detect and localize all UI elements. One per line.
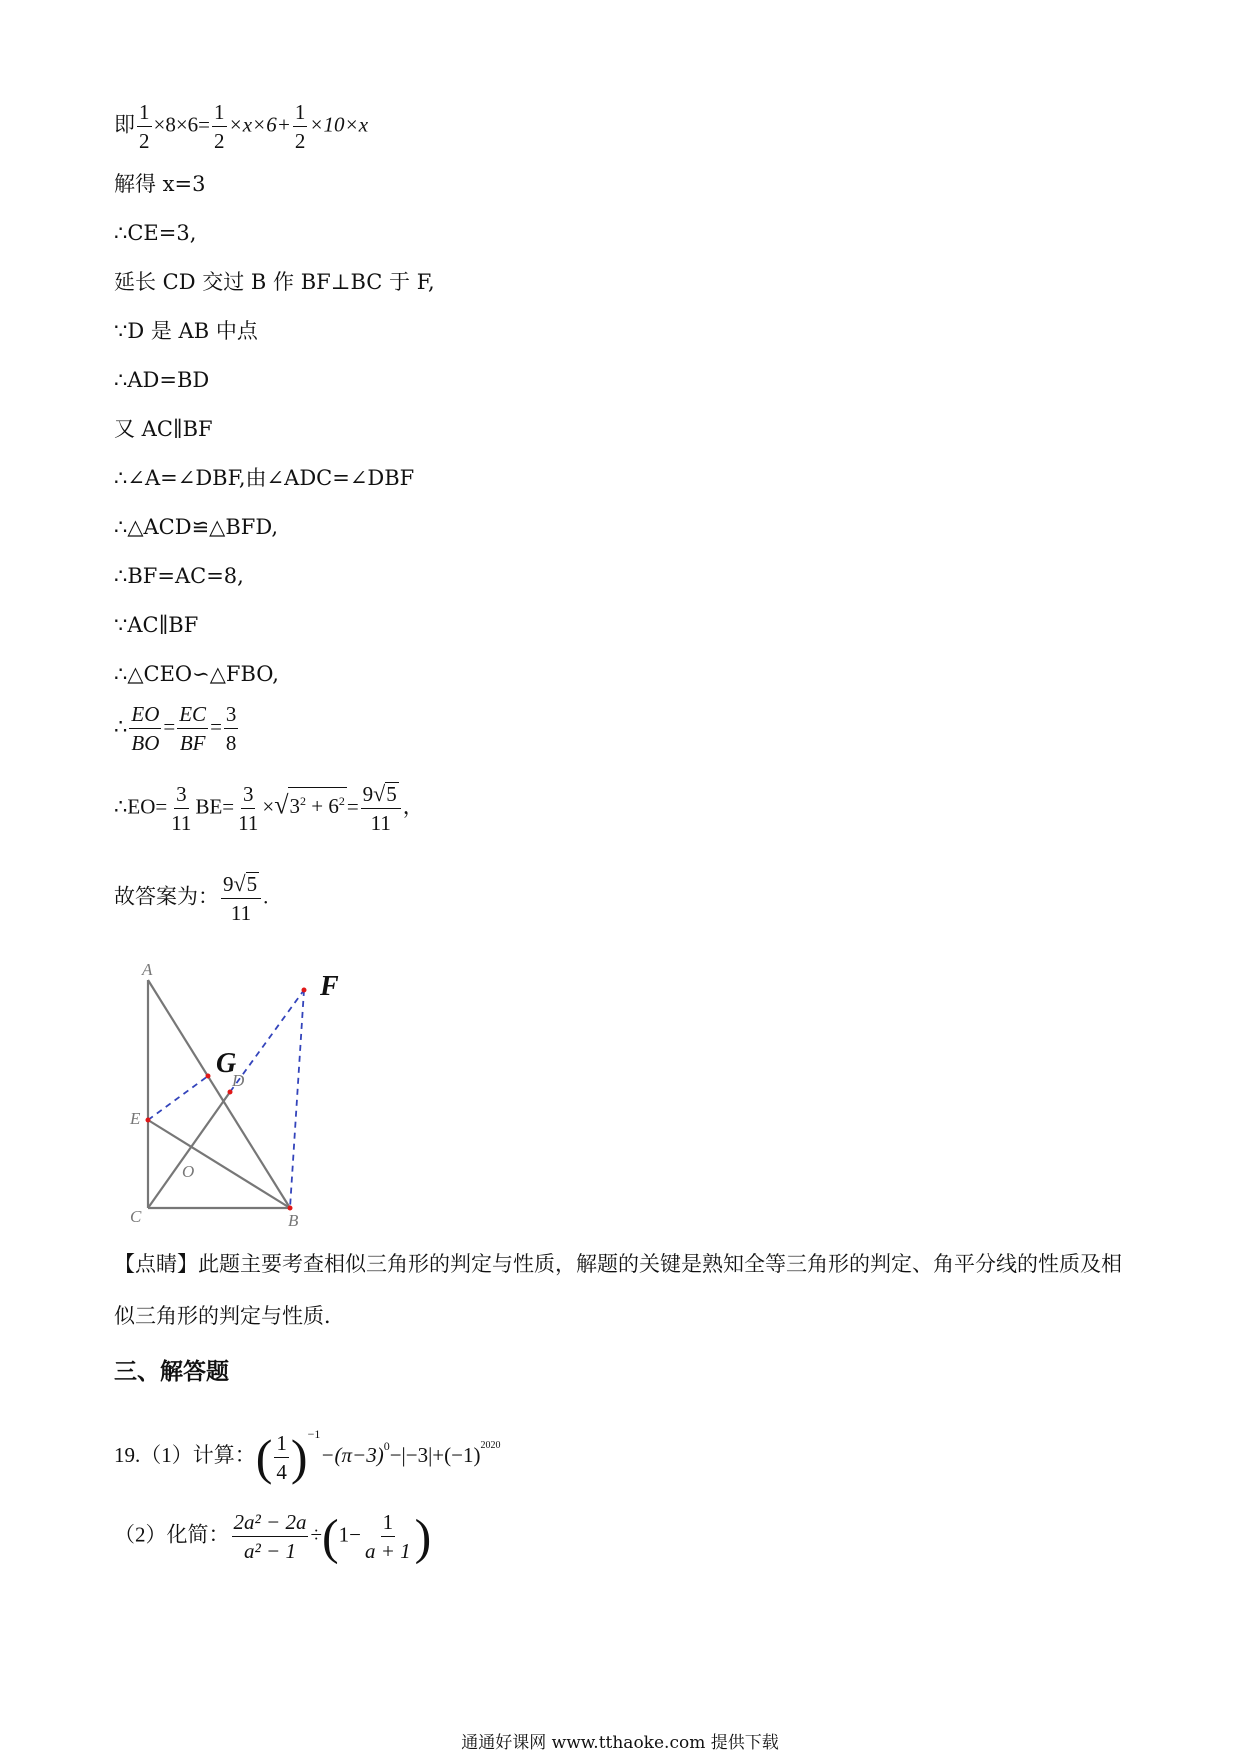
fraction: $\frac{1}{2}$ <box>139 100 150 153</box>
equation-line: 即 $\frac{1}{2}$ ×8×6= $\frac{1}{2}$ ×x×6+ $\frac{1}{2}$ ×10×x <box>114 100 369 153</box>
fraction: $\frac{1}{a + 1}$ <box>365 1510 411 1563</box>
label-d: D <box>232 1071 245 1090</box>
ce-line: ∴CE=3, <box>114 221 197 245</box>
fraction: $\frac{1}{4}$ <box>276 1430 287 1484</box>
note-paragraph: 【点睛】此题主要考查相似三角形的判定与性质，解题的关键是熟知全等三角形的判定、角平分线的性质及相似三角形的判定与性质． <box>114 1252 1122 1328</box>
segment-cd <box>148 1092 230 1208</box>
d-mid-line: ∵D 是 AB 中点 <box>114 319 258 343</box>
fraction: $\frac{3}{11}$ <box>171 782 192 835</box>
point-b <box>288 1206 293 1211</box>
point-g <box>206 1074 211 1079</box>
segment-ab <box>148 980 290 1208</box>
answer-line: 故答案为： $\frac{9√5}{11}$ . <box>114 871 269 925</box>
label-c: C <box>130 1207 142 1226</box>
fraction: $\frac{EC}{BF}$ <box>179 702 207 755</box>
angle-line: ∴∠A=∠DBF,由∠ADC=∠DBF <box>114 466 415 490</box>
dashed-eg <box>148 1076 208 1120</box>
bf-ac-line: ∴BF=AC=8, <box>114 564 244 588</box>
extend-line: 延长 CD 交过 B 作 BF⊥BC 于 F, <box>114 270 435 294</box>
congruent-line: ∴△ACD≌△BFD, <box>114 515 279 539</box>
section-heading: 三、解答题 <box>114 1358 229 1385</box>
dashed-fb <box>290 990 304 1208</box>
ratio-line: ∴ $\frac{EO}{BO}$ = $\frac{EC}{BF}$ = $\frac{3}{8}$ <box>114 702 237 755</box>
parallel2-line: ∵AC∥BF <box>114 613 199 637</box>
fraction: $\frac{1}{2}$ <box>214 100 225 153</box>
label-e: E <box>130 1109 141 1128</box>
fraction: $\frac{1}{2}$ <box>294 100 306 153</box>
label-f: F <box>320 971 339 1002</box>
label-o: O <box>182 1162 195 1181</box>
radical-sign: √ <box>274 790 289 820</box>
fraction: $\frac{\text{2a² − 2a}}{\text{a² − 1}}$ <box>233 1510 307 1563</box>
parallel-line: 又 AC∥BF <box>114 417 213 441</box>
label-g: G <box>216 1048 237 1079</box>
label-a: A <box>142 960 153 979</box>
fraction: $\frac{3}{8}$ <box>225 702 237 755</box>
similar-line: ∴△CEO∽△FBO, <box>114 662 279 686</box>
point-e <box>146 1118 151 1123</box>
ad-bd-line: ∴AD=BD <box>114 368 210 392</box>
geometry-figure <box>118 960 358 1230</box>
label-b: B <box>288 1211 299 1230</box>
fraction: $\frac{3}{11}$ <box>238 782 259 835</box>
solve-line: 解得 x=3 <box>114 172 206 196</box>
point-d <box>228 1090 233 1095</box>
eo-line: ∴EO= $\frac{3}{11}$ BE= $\frac{3}{11}$ $\times√3^2 + 6^2=$ $\frac{9√5}{11}$ ， <box>114 781 424 835</box>
segment-eb <box>148 1120 290 1208</box>
point-f <box>302 988 307 993</box>
fraction: $\frac{EO}{BO}$ <box>131 702 160 755</box>
fraction: $\frac{9√5}{11}$ <box>361 780 401 837</box>
question-19-2: （2）化简： $\frac{\text{2a² − 2a}}{\text{a² − 1}}$ ÷(1− $\frac{1}{a + 1}$ ) <box>114 1508 432 1565</box>
question-19-1: 19.（1）计算：( $\frac{1}{4}$ )$^{-1}-(\pi-3)^0-|-3|+(-1)^{2020}$ <box>114 1427 501 1486</box>
page-footer: 通通好课网 www.tthaoke.com 提供下载 <box>461 1733 779 1753</box>
radicand: $3^2 + 6^2$ <box>288 787 346 819</box>
fraction: $\frac{9√5}{11}$ <box>221 870 261 927</box>
